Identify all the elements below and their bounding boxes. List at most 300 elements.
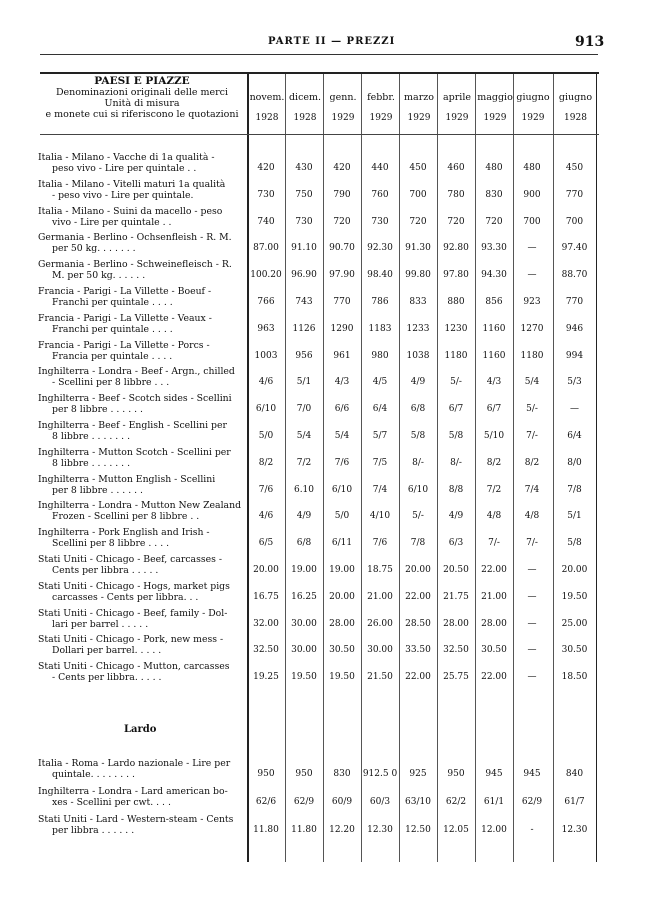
price-cell: 8/- — [412, 457, 424, 468]
price-cell: 880 — [447, 297, 465, 307]
price-cell: 743 — [295, 297, 313, 307]
price-cell: 6/8 — [410, 404, 426, 415]
column-year: 1928 — [293, 113, 317, 123]
price-cell: 62/2 — [445, 797, 467, 807]
desc-line-2: peso vivo - Lire per quintale . . — [52, 163, 197, 174]
price-cell: 730 — [257, 189, 275, 200]
price-cell: 19.50 — [291, 672, 317, 683]
desc-line-2: 8 libbre . . . . . . . — [52, 457, 131, 469]
desc-line-1: Inghilterra - Londra - Lard american bo- — [38, 786, 228, 797]
row-description — [38, 366, 244, 388]
price-cell: 420 — [333, 163, 351, 173]
price-cell: 19.50 — [561, 591, 588, 602]
price-cell: 90.70 — [329, 243, 355, 254]
price-cell: 87.00 — [253, 243, 279, 254]
section-title: Lardo — [124, 724, 157, 735]
price-cell: — — [527, 618, 537, 629]
price-cell: 923 — [523, 297, 541, 307]
price-cell: 856 — [485, 297, 503, 307]
price-cell: 22.00 — [481, 672, 507, 683]
column-year: 1928 — [564, 113, 587, 123]
price-cell: 32.50 — [443, 645, 469, 656]
price-cell: 1160 — [482, 323, 506, 334]
price-cell: 25.00 — [561, 618, 588, 629]
price-cell: — — [527, 565, 537, 575]
price-cell: 32.50 — [253, 645, 279, 656]
desc-line-2: per 8 libbre . . . . . . — [52, 404, 143, 416]
row-description — [38, 420, 244, 442]
price-cell: 12.50 — [405, 825, 431, 835]
desc-line-2: vivo - Lire per quintale . . — [52, 216, 172, 228]
price-cell: 8/- — [450, 457, 462, 468]
price-cell: 1270 — [520, 323, 544, 334]
desc-line-1: Inghilterra - Pork English and Irish - — [38, 527, 210, 539]
price-cell: 12.00 — [481, 825, 507, 835]
price-cell: 480 — [523, 163, 541, 173]
price-cell: 6/10 — [407, 484, 429, 495]
desc-line-2: quintale. . . . . . . . — [52, 769, 135, 780]
desc-line-1: Inghilterra - Beef - English - Scellini per — [38, 420, 227, 431]
price-cell: 97.40 — [561, 243, 588, 254]
row-description — [38, 232, 244, 254]
desc-line-2: Scellini per 8 libbre . . . . — [52, 538, 170, 550]
price-cell: 28.00 — [329, 618, 355, 629]
price-cell: 18.75 — [367, 565, 393, 575]
price-cell: 20.00 — [329, 591, 355, 602]
price-cell: 8/2 — [258, 457, 274, 468]
price-cell: 7/0 — [296, 404, 312, 415]
price-cell: 4/8 — [486, 511, 502, 522]
desc-line-1: Stati Uniti - Chicago - Beef, family - Dol- — [38, 607, 228, 619]
price-cell: 25.75 — [443, 672, 469, 683]
price-cell: 12.05 — [443, 825, 469, 835]
row-description — [38, 581, 244, 603]
row-description — [38, 206, 244, 228]
desc-line-2: - peso vivo - Lire per quintale. — [52, 189, 194, 201]
price-cell: 8/2 — [524, 457, 540, 468]
price-cell: 63/10 — [405, 797, 431, 807]
price-cell: 5/- — [412, 511, 424, 522]
price-cell: 60/3 — [369, 797, 391, 807]
price-cell: 4/3 — [334, 377, 350, 388]
price-cell: 700 — [565, 216, 584, 227]
desc-line-2: 8 libbre . . . . . . . — [52, 431, 131, 442]
price-cell: 4/6 — [258, 377, 274, 388]
price-cell: 900 — [523, 189, 541, 200]
price-cell: 92.30 — [367, 243, 393, 254]
desc-line-2: - Cents per libbra. . . . . — [52, 672, 162, 684]
price-cell: 420 — [257, 163, 275, 173]
price-cell: 790 — [333, 189, 351, 200]
price-cell: 91.30 — [405, 243, 431, 254]
price-cell: 5/0 — [258, 431, 274, 441]
desc-line-1: Germania - Berlino - Schweinefleisch - R. — [38, 259, 232, 271]
head-line: Denominazioni originali delle merci — [55, 87, 229, 98]
price-cell: 760 — [371, 189, 389, 200]
price-cell: 5/8 — [567, 538, 582, 549]
price-cell: 11.80 — [291, 825, 317, 835]
desc-line-1: Inghilterra - Mutton English - Scellini — [38, 473, 216, 485]
price-cell: — — [527, 243, 537, 254]
desc-line-2: Francia per quintale . . . . — [52, 350, 173, 362]
column-month: marzo — [404, 92, 434, 103]
price-cell: 21.00 — [481, 591, 507, 602]
price-cell: 1160 — [482, 350, 506, 361]
price-cell: 480 — [485, 163, 503, 173]
price-cell: 7/2 — [296, 457, 312, 468]
head-line: Unità di misura — [104, 98, 180, 109]
price-cell: 5/4 — [296, 431, 312, 441]
desc-line-2: carcasses - Cents per libbra. . . — [52, 591, 199, 603]
row-description — [38, 634, 244, 656]
price-cell: 16.25 — [291, 591, 317, 602]
price-cell: 30.50 — [329, 645, 355, 656]
desc-line-1: Inghilterra - Londra - Beef - Argn., chilled — [38, 366, 235, 378]
price-cell: 28.00 — [481, 618, 507, 629]
column-header — [438, 92, 476, 123]
price-cell: 91.10 — [291, 243, 317, 254]
price-cell: 32.00 — [253, 618, 279, 629]
price-cell: 26.00 — [367, 618, 393, 629]
desc-line-1: Francia - Parigi - La Villette - Veaux - — [38, 312, 212, 324]
desc-line-2: Dollari per barrel. . . . . — [52, 645, 162, 657]
price-cell: 20.00 — [405, 565, 431, 575]
column-month: febbr. — [367, 92, 395, 103]
price-cell: 700 — [523, 216, 541, 227]
column-header — [554, 92, 597, 123]
price-cell: 7/4 — [372, 484, 388, 495]
price-cell: 6/5 — [258, 538, 274, 549]
price-cell: 19.50 — [329, 672, 355, 683]
column-month: maggio — [477, 92, 513, 103]
price-cell: 961 — [333, 350, 351, 361]
price-cell: 92.80 — [443, 243, 469, 254]
price-cell: 994 — [565, 350, 584, 361]
price-cell: 830 — [333, 769, 351, 779]
row-description — [38, 814, 244, 836]
row-description — [38, 259, 244, 281]
price-cell: 28.00 — [443, 618, 469, 629]
row-description — [38, 179, 244, 201]
price-cell: 770 — [565, 297, 584, 307]
price-cell: 62/6 — [255, 797, 277, 807]
price-cell: 5/3 — [567, 377, 582, 388]
page-number: 913 — [575, 34, 605, 50]
column-header — [400, 92, 438, 123]
column-header — [476, 92, 514, 123]
price-cell: 22.00 — [481, 565, 507, 575]
row-description — [38, 786, 244, 808]
price-cell: 450 — [409, 163, 427, 173]
price-cell: 956 — [295, 350, 313, 361]
desc-line-2: per 8 libbre . . . . . . — [52, 484, 143, 496]
price-cell: 5/8 — [448, 431, 464, 441]
desc-line-1: Italia - Roma - Lardo nazionale - Lire per — [38, 758, 231, 769]
price-cell: 963 — [257, 323, 275, 334]
price-cell: 6/4 — [372, 404, 388, 415]
price-cell: 6/7 — [486, 404, 502, 415]
price-cell: 1003 — [254, 350, 278, 361]
price-cell: 1290 — [330, 323, 354, 334]
price-cell: 740 — [257, 216, 275, 227]
desc-line-1: Italia - Milano - Vitelli maturi 1a qualità — [38, 178, 226, 190]
price-cell: 30.00 — [291, 645, 317, 656]
desc-line-1: Italia - Milano - Suini da macello - peso — [38, 205, 223, 217]
price-cell: 12.30 — [561, 825, 588, 835]
price-cell: 94.30 — [481, 270, 507, 281]
column-header — [248, 92, 286, 123]
page-header — [0, 34, 650, 52]
price-cell: 6/3 — [448, 538, 464, 549]
row-description — [38, 340, 244, 362]
price-cell: 8/0 — [567, 457, 582, 468]
price-cell: — — [527, 270, 537, 281]
column-year: 1928 — [255, 113, 279, 123]
desc-line-1: Inghilterra - Beef - Scotch sides - Scellini — [38, 393, 232, 405]
column-month: aprile — [443, 92, 471, 103]
price-cell: 20.00 — [253, 565, 279, 575]
price-cell: 4/3 — [486, 377, 502, 388]
price-cell: 1180 — [520, 350, 544, 361]
price-cell: - — [530, 825, 534, 835]
price-cell: 1180 — [444, 350, 468, 361]
price-cell: 730 — [295, 216, 313, 227]
price-cell: 30.50 — [481, 645, 507, 656]
price-cell: 945 — [485, 769, 503, 779]
price-cell: 22.00 — [405, 672, 431, 683]
price-cell: 5/1 — [296, 377, 312, 388]
price-cell: 7/2 — [486, 484, 502, 495]
price-cell: 1126 — [292, 323, 316, 334]
price-cell: 5/1 — [567, 511, 582, 522]
desc-line-2: per libbra . . . . . . — [52, 825, 135, 836]
column-year: 1929 — [369, 113, 393, 123]
price-cell: 780 — [447, 189, 465, 200]
price-cell: 19.00 — [291, 565, 317, 575]
column-header — [324, 92, 362, 123]
price-cell: 20.00 — [561, 565, 588, 575]
price-cell: 7/6 — [334, 457, 350, 468]
price-cell: 5/8 — [410, 431, 426, 441]
column-year: 1929 — [521, 113, 545, 123]
desc-line-1: Stati Uniti - Chicago - Pork, new mess - — [38, 634, 224, 646]
price-cell: 5/4 — [334, 431, 350, 441]
desc-line-1: Stati Uniti - Chicago - Beef, carcasses - — [38, 554, 223, 565]
price-cell: 1038 — [406, 350, 430, 361]
price-cell: 1233 — [406, 323, 430, 334]
price-cell: 19.25 — [253, 672, 279, 683]
price-cell: 950 — [295, 769, 313, 779]
price-cell: 62/9 — [293, 797, 315, 807]
price-cell: 93.30 — [481, 243, 507, 254]
price-cell: 5/10 — [483, 431, 505, 441]
price-cell: 720 — [485, 216, 503, 227]
desc-line-1: Stati Uniti - Lard - Western-steam - Cents — [38, 814, 234, 825]
price-cell: 1183 — [368, 323, 392, 334]
price-cell: 4/8 — [524, 511, 540, 522]
price-cell: 770 — [565, 189, 584, 200]
column-month: giugno — [516, 92, 550, 103]
price-cell: 5/0 — [334, 511, 350, 522]
price-cell: 980 — [371, 350, 389, 361]
price-cell: 97.90 — [329, 270, 355, 281]
price-cell: 21.00 — [367, 591, 393, 602]
price-cell: — — [527, 672, 537, 683]
head-rule — [40, 134, 599, 135]
head-line: PAESI E PIAZZE — [94, 75, 190, 87]
column-month: dicem. — [288, 92, 322, 103]
price-cell: 4/9 — [296, 511, 312, 522]
price-cell: 21.50 — [367, 672, 393, 683]
price-cell: 4/5 — [372, 377, 388, 388]
price-cell: 945 — [523, 769, 541, 779]
price-cell: 1230 — [444, 323, 468, 334]
price-cell: 33.50 — [405, 645, 431, 656]
price-cell: 21.75 — [443, 591, 469, 602]
price-cell: 61/7 — [564, 797, 585, 807]
desc-line-1: Stati Uniti - Chicago - Mutton, carcasses — [38, 661, 230, 673]
row-description — [38, 661, 244, 683]
price-cell: 770 — [333, 297, 351, 307]
price-cell: 12.30 — [367, 825, 393, 835]
price-cell: 4/10 — [369, 511, 391, 522]
price-cell: 8/2 — [486, 457, 502, 468]
price-cell: 12.20 — [329, 825, 355, 835]
price-cell: 450 — [565, 163, 584, 173]
desc-line-2: Franchi per quintale . . . . — [52, 323, 173, 335]
column-year: 1929 — [445, 113, 469, 123]
desc-line-2: - Scellini per 8 libbre . . . — [52, 377, 170, 389]
price-cell: 460 — [447, 163, 465, 173]
row-description — [38, 286, 244, 308]
price-cell: 786 — [371, 297, 389, 307]
price-cell: 18.50 — [561, 672, 588, 683]
price-cell: 7/- — [488, 538, 500, 549]
row-description — [38, 313, 244, 335]
price-cell: 5/7 — [372, 431, 388, 441]
price-cell: 20.50 — [443, 565, 469, 575]
column-year: 1929 — [331, 113, 355, 123]
desc-line-1: Italia - Milano - Vacche di 1a qualità - — [38, 152, 215, 163]
price-cell: 950 — [257, 769, 275, 779]
price-cell: 5/- — [526, 404, 538, 415]
price-cell: 720 — [447, 216, 465, 227]
price-cell: 6.10 — [293, 484, 315, 495]
running-title: PARTE II — PREZZI — [268, 36, 396, 47]
desc-line-2: Franchi per quintale . . . . — [52, 297, 173, 308]
row-description — [38, 608, 244, 630]
column-header — [286, 92, 324, 123]
price-cell: 720 — [409, 216, 427, 227]
price-cell: 6/11 — [331, 538, 353, 549]
price-cell: 7/6 — [372, 538, 388, 549]
price-cell: 840 — [565, 769, 584, 779]
price-cell: 100.20 — [250, 270, 282, 281]
price-cell: 99.80 — [405, 270, 431, 281]
price-cell: 950 — [447, 769, 465, 779]
column-month: genn. — [329, 92, 357, 103]
row-description — [38, 152, 244, 174]
price-cell: 6/10 — [255, 404, 277, 415]
price-cell: 6/4 — [567, 431, 582, 441]
price-cell: 7/5 — [372, 457, 388, 468]
price-cell: 912.5 0 — [362, 769, 398, 779]
price-cell: 60/9 — [331, 797, 353, 807]
price-cell: 766 — [257, 297, 275, 307]
column-year: 1929 — [407, 113, 431, 123]
head-line: e monete cui si riferiscono le quotazioni — [45, 109, 239, 120]
desc-line-1: Francia - Parigi - La Villette - Porcs - — [38, 339, 210, 351]
price-cell: 7/- — [526, 538, 538, 549]
price-cell: 30.00 — [367, 645, 393, 656]
price-cell: 30.50 — [561, 645, 588, 656]
desc-line-1: Inghilterra - Londra - Mutton New Zealand — [38, 500, 242, 512]
header-rule — [40, 54, 598, 55]
price-cell: 830 — [485, 189, 503, 200]
desc-line-2: per 50 kg. . . . . . . — [52, 243, 136, 255]
desc-line-1: Germania - Berlino - Ochsenfleish - R. M. — [38, 232, 232, 244]
price-cell: — — [527, 645, 537, 656]
price-cell: 88.70 — [561, 270, 588, 281]
price-cell: 22.00 — [405, 591, 431, 602]
row-description — [38, 393, 244, 415]
price-cell: 8/8 — [448, 484, 464, 495]
column-month: giugno — [558, 92, 593, 103]
price-cell: 16.75 — [253, 591, 279, 602]
row-description — [38, 500, 244, 522]
price-cell: — — [527, 591, 537, 602]
price-cell: 730 — [371, 216, 389, 227]
row-description — [38, 554, 244, 576]
price-cell: 97.80 — [443, 270, 469, 281]
price-cell: 19.00 — [329, 565, 355, 575]
desc-line-1: Francia - Parigi - La Villette - Boeuf - — [38, 286, 212, 297]
column-header — [362, 92, 400, 123]
desc-line-2: Cents per libbra . . . . . — [52, 565, 159, 576]
price-cell: 430 — [295, 163, 313, 173]
column-month: novem. — [249, 92, 285, 103]
row-description — [38, 527, 244, 549]
price-cell: 440 — [371, 163, 389, 173]
price-cell: 720 — [333, 216, 351, 227]
price-cell: 700 — [409, 189, 427, 200]
price-cell: 7/4 — [524, 484, 540, 495]
price-cell: 6/8 — [296, 538, 312, 549]
table-head-label — [40, 76, 244, 120]
price-cell: 7/6 — [258, 484, 274, 495]
desc-line-2: lari per barrel . . . . . — [52, 618, 149, 630]
desc-line-2: xes - Scellini per cwt. . . . — [52, 797, 171, 808]
price-cell: 833 — [409, 297, 427, 307]
price-cell: 96.90 — [291, 270, 317, 281]
desc-line-2: M. per 50 kg. . . . . . — [52, 270, 146, 282]
price-cell: 30.00 — [291, 618, 317, 629]
price-cell: 4/9 — [448, 511, 464, 522]
row-description — [38, 758, 244, 780]
price-cell: 5/4 — [524, 377, 540, 388]
price-cell: 11.80 — [253, 825, 279, 835]
price-cell: 4/6 — [258, 511, 274, 522]
price-cell: 946 — [565, 323, 584, 334]
price-cell: — — [570, 404, 579, 415]
price-cell: 7/- — [526, 431, 538, 441]
row-description — [38, 474, 244, 496]
price-cell: 5/- — [450, 377, 462, 388]
price-cell: 98.40 — [367, 270, 393, 281]
price-cell: 925 — [409, 769, 427, 779]
price-cell: 6/6 — [334, 404, 350, 415]
price-cell: 750 — [295, 189, 313, 200]
